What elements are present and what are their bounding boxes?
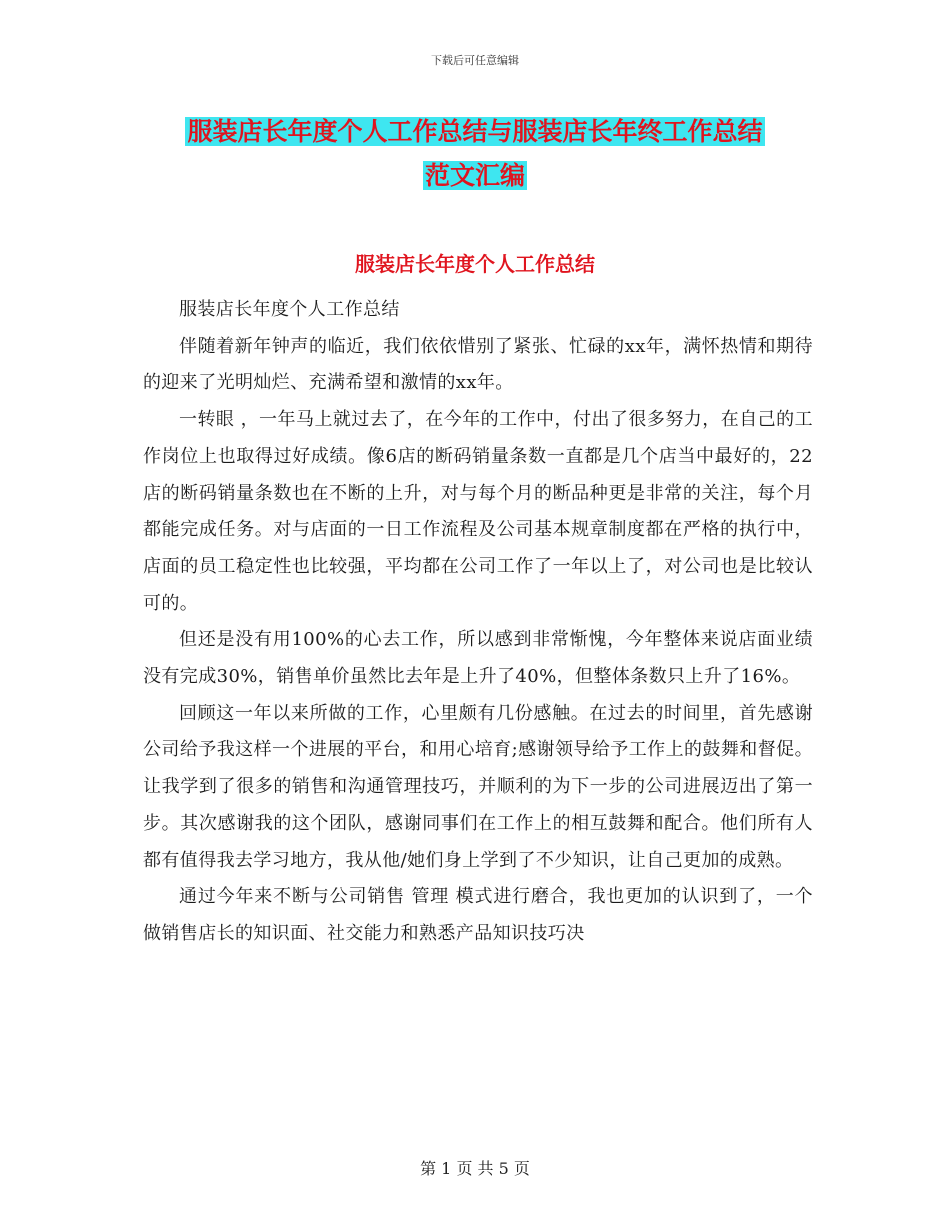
paragraph: 但还是没有用100%的心去工作，所以感到非常惭愧，今年整体来说店面业绩没有完成30%，销售单价虽然比去年是上升了40%，但整体条数只上升了16%。 (143, 629, 813, 688)
document-title (0, 110, 950, 198)
document-title-line-1: 服装店长年度个人工作总结与服装店长年终工作总结 (187, 117, 763, 146)
page-header-note: 下载后可任意编辑 (431, 54, 519, 67)
section-title: 服装店长年度个人工作总结 (355, 252, 595, 276)
paragraph: 通过今年来不断与公司销售 管理 模式进行磨合，我也更加的认识到了，一个做销售店长的知识面、社交能力和熟悉产品知识技巧决 (143, 886, 813, 944)
paragraph: 一转眼 ，一年马上就过去了，在今年的工作中，付出了很多努力，在自己的工作岗位上也取得过好成绩。像6店的断码销量条数一直都是几个店当中最好的，22店的断码销量条数也在不断的上升，对与每个月的断品种更是非常的关注，每个月都能完成任务。对与店面的一日工作流程及公司基本规章制度都在严格的执行中，店面的员工稳定性也比较强，平均都在公司工作了一年以上了，对公司也是比较认可的。 (143, 409, 813, 614)
paragraph: 回顾这一年以来所做的工作，心里颇有几份感触。在过去的时间里，首先感谢公司给予我这样一个进展的平台，和用心培育;感谢领导给予工作上的鼓舞和督促。让我学到了很多的销售和沟通管理技巧，并顺利的为下一步的公司进展迈出了第一步。其次感谢我的这个团队，感谢同事们在工作上的相互鼓舞和配合。他们所有人都有值得我去学习地方，我从他/她们身上学到了不少知识，让自己更加的成熟。 (143, 702, 813, 871)
document-title-line-2: 范文汇编 (424, 161, 525, 190)
paragraph: 伴随着新年钟声的临近，我们依依惜别了紧张、忙碌的xx年，满怀热情和期待的迎来了光明灿烂、充满希望和激情的xx年。 (143, 335, 813, 394)
paragraph: 服装店长年度个人工作总结 (179, 299, 400, 320)
document-body (143, 292, 813, 953)
page-number-footer: 第 1 页 共 5 页 (420, 1159, 530, 1178)
